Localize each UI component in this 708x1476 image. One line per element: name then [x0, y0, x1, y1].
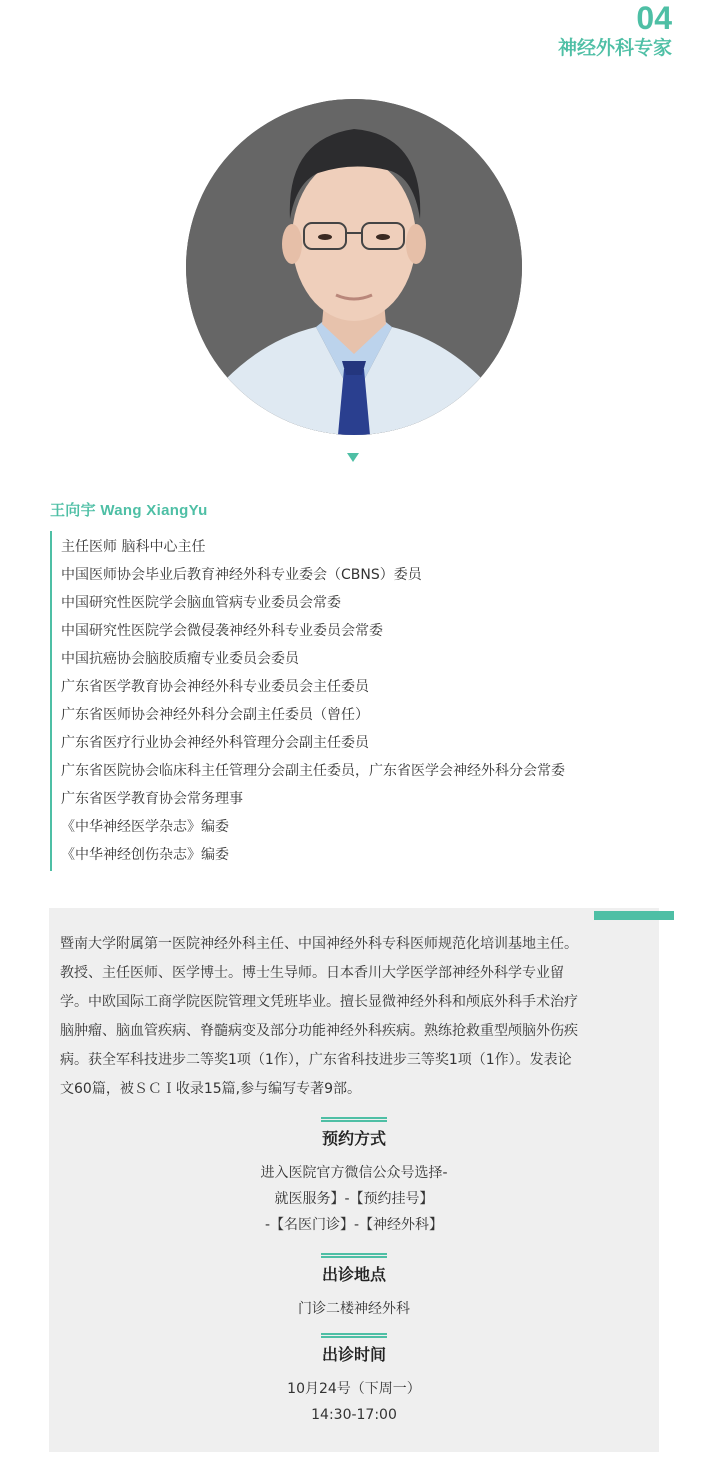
- title-item: 《中华神经创伤杂志》编委: [61, 847, 229, 863]
- title-item: 广东省医疗行业协会神经外科管理分会副主任委员: [61, 735, 369, 751]
- title-item: 广东省医学教育协会神经外科专业委员会主任委员: [61, 679, 369, 695]
- location-title: 出诊地点: [321, 1265, 386, 1284]
- title-item: 主任医师 脑科中心主任: [61, 539, 206, 555]
- bio-line: 文60篇，被ＳＣＩ收录15篇,参与编写专著9部。: [60, 1081, 361, 1097]
- booking-line: 进入医院官方微信公众号选择-: [260, 1165, 448, 1181]
- bio-line: 学。中欧国际工商学院医院管理文凭班毕业。擅长显微神经外科和颅底外科手术治疗: [60, 994, 578, 1010]
- booking-title: 预约方式: [321, 1129, 386, 1148]
- title-item: 广东省医院协会临床科主任管理分会副主任委员，广东省医学会神经外科分会常委: [61, 763, 565, 779]
- title-item: 中国研究性医院学会微侵袭神经外科专业委员会常委: [61, 623, 383, 639]
- section-number: 04: [636, 0, 672, 36]
- bio-line: 暨南大学附属第一医院神经外科主任、中国神经外科专科医师规范化培训基地主任。: [60, 936, 578, 952]
- section-divider: [321, 1333, 387, 1338]
- bio-line: 教授、主任医师、医学博士。博士生导师。日本香川大学医学部神经外科学专业留: [60, 965, 564, 981]
- section-divider: [321, 1117, 387, 1122]
- doctor-titles-list: [50, 531, 681, 871]
- schedule-line: 10月24号（下周一）: [287, 1381, 421, 1397]
- doctor-portrait: [186, 99, 522, 435]
- portrait-illustration: [186, 99, 522, 435]
- schedule-section: [49, 1333, 659, 1428]
- title-item: 中国抗癌协会脑胶质瘤专业委员会委员: [61, 651, 299, 667]
- schedule-line: 14:30-17:00: [311, 1407, 397, 1423]
- title-item: 《中华神经医学杂志》编委: [61, 819, 229, 835]
- title-item: 中国医师协会毕业后教育神经外科专业委会（CBNS）委员: [61, 567, 422, 583]
- title-item: 中国研究性医院学会脑血管病专业委员会常委: [61, 595, 341, 611]
- section-divider: [321, 1253, 387, 1258]
- card-accent-bar: [594, 911, 674, 920]
- title-item: 广东省医学教育协会常务理事: [61, 791, 243, 807]
- bio-line: 脑肿瘤、脑血管疾病、脊髓病变及部分功能神经外科疾病。熟练抢救重型颅脑外伤疾: [60, 1023, 578, 1039]
- section-title: 神经外科专家: [557, 37, 672, 59]
- title-item: 广东省医师协会神经外科分会副主任委员（曾任）: [61, 707, 369, 723]
- booking-section: [49, 1117, 659, 1238]
- schedule-title: 出诊时间: [321, 1345, 386, 1364]
- down-arrow-icon: [347, 453, 359, 462]
- doctor-name: 王向宇 Wang XiangYu: [50, 502, 208, 519]
- bio-line: 病。获全军科技进步二等奖1项（1作），广东省科技进步三等奖1项（1作）。发表论: [60, 1052, 572, 1068]
- booking-line: 就医服务】-【预约挂号】: [274, 1191, 434, 1207]
- location-line: 门诊二楼神经外科: [298, 1301, 410, 1317]
- doctor-bio: [60, 930, 648, 1104]
- location-section: [49, 1253, 659, 1322]
- booking-line: -【名医门诊】-【神经外科】: [264, 1217, 444, 1233]
